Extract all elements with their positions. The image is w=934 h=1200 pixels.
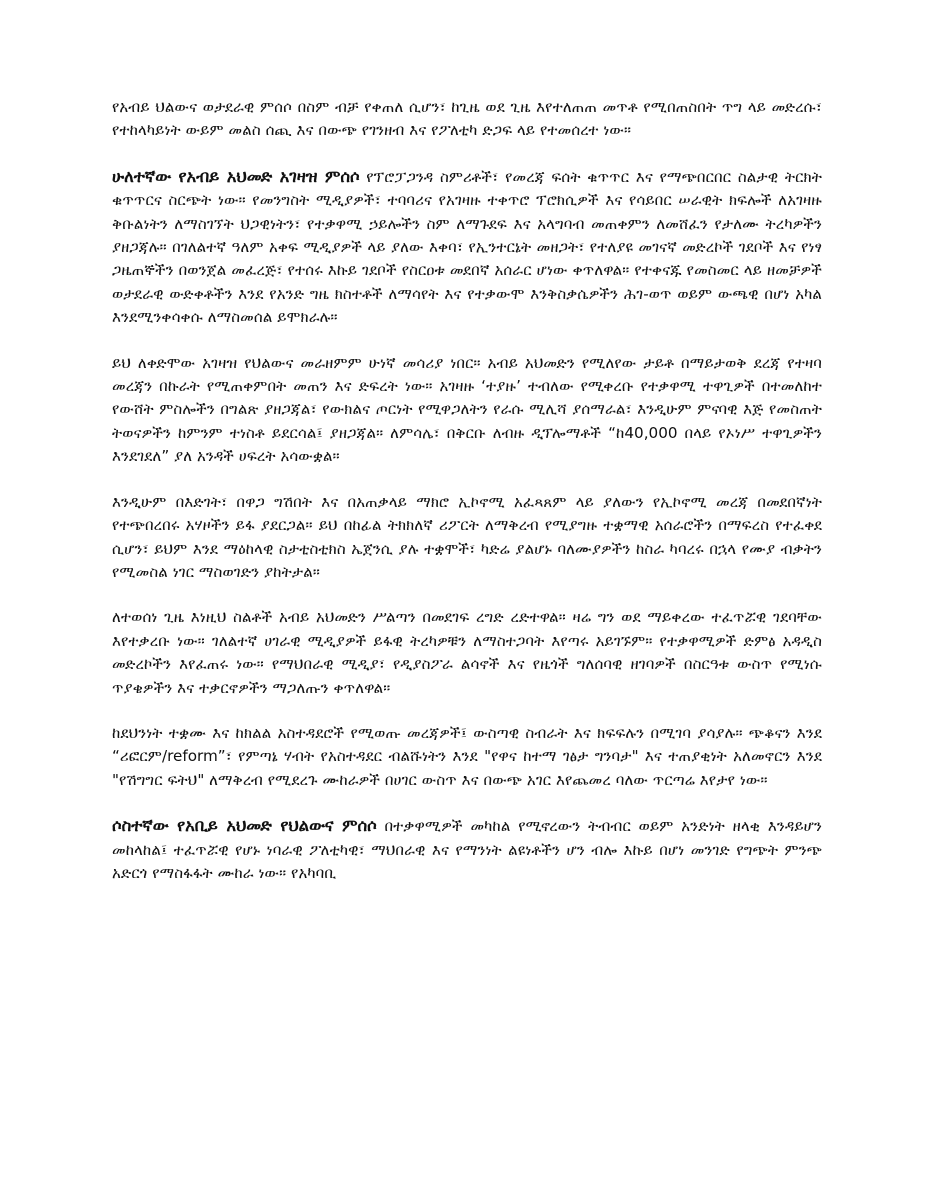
paragraph-7 [112, 814, 822, 885]
paragraph-2-text: የፕሮፓጋንዳ ስምሪቶች፣ የመረጃ ፍሰት ቁጥጥር እና የማጭበርበር ስልታዊ ትርክት ቁጥጥርና ስርጭት ነው። የመንግስት ሚዲያዎች፣ ተባባሪና የአገዛዙ ተቀጥሮ ፕሮክሲዎች እና የሳይበር ሠራዊት ክፍሎች ለአገዛዙ ቅቡልነትን ለማስገኘት ህጋዊነትን፣ የተቃዋሚ ኃይሎችን ስም ለማጉደፍ እና አላግባብ መጠቀምን ለመሸፈን የታለሙ ትረካዎችን ያዘጋጃሉ። በገለልተኛ ዓለም አቀፍ ሚዲያዎች ላይ ያለው እቀባ፣ የኢንተርኔት መዘጋት፣ የተለያዩ መገናኛ መድረኮች ገደቦች እና የነፃ ጋዜጠኞችን በወንጀል መፈረጅ፣ የተሰሩ እኩይ ገደቦች የስርዐቱ መደበኛ አሰራር ሆነው ቀጥለዋል። የተቀናጁ የመስመር ላይ ዘመቻዎች ወታደራዊ ውድቀቶችን እንደ የአንድ ግዜ ክስተቶች ለማሳየት እና የተቃውሞ እንቅስቃሴዎችን ሕገ-ወጥ ወይም ውጫዊ በሆነ አካል እንደሚንቀሳቀሱ ለማስመሰል ይሞክራሉ። [112, 167, 822, 327]
paragraph-4-text: እንዲሁም በእድገት፣ በዋጋ ግሽበት እና በአጠቃላይ ማክሮ ኢኮኖሚ አፈጻጸም ላይ ያለውን የኢኮኖሚ መረጃ በመደበኛነት የተጭበረበሩ አሃዞችን ይፋ ያደርጋል። ይህ በከፊል ትክክለኛ ሪፖርት ለማቅረብ የሚያግዙ ተቋማዊ አሰራሮችን በማፍረስ የተፈቀደ ሲሆን፣ ይህም እንደ ማዕከላዊ ስታቲስቲክስ ኤጀንሲ ያሉ ተቋሞች፣ ካድሬ ያልሆኑ ባለሙያዎችን ከስራ ካባረሩ በኋላ የሙያ ብቃትን የሚመስል ነገር ማስወገድን ያከትታል። [112, 492, 822, 581]
paragraph-5-text: ለተወሰነ ጊዜ እነዚህ ስልቶች አብይ አህመድን ሥልጣን በመደገፍ ረግድ ረድተዋል። ዛሬ ግን ወደ ማይቀረው ተፈጥሯዊ ገደባቸው እየተቃረቡ ነው። ገለልተኛ ሀገራዊ ሚዲያዎች ይፋዊ ትረካዎቹን ለማስተጋባት እየጣሩ አይገኙም። የተቃዋሚዎች ድምፅ አዳዲስ መድረኮችን እየፈጠሩ ነው። የማህበራዊ ሚዲያ፣ የዲያስፖራ ልሳኖች እና የዜጎች ግለሰባዊ ዘገባዎች በስርዓቱ ውስጥ የሚነሱ ጥያቄዎችን እና ተቃርኖዎችን ማጋለጡን ቀጥለዋል። [112, 608, 822, 697]
paragraph-7-heading: ሶስተኛው የአቢይ አህመድ የህልውና ምሰሶ [112, 816, 377, 836]
paragraph-7-text: በተቃዋሚዎች መካከል የሚኖረውን ትብብር ወይም አንድነት ዘላቂ እንዳይሆን መከላከል፤ ተፈጥሯዊ የሆኑ ነባራዊ ፖለቲካዊ፣ ማህበራዊ እና የማንነት ልዩነቶችን ሆን ብሎ እኩይ በሆነ መንገድ የግጭት ምንጭ አድርጎ የማስፋፋት ሙከራ ነው። የአካባቢ [112, 817, 822, 882]
paragraph-1-text: የአብይ ህልውና ወታደራዊ ምሰሶ በስም ብቻ የቀጠለ ሲሆን፣ ከጊዜ ወደ ጊዜ እየተለጠጠ መጥቶ የሚበጠስበት ጥግ ላይ መድረሱ፣ የተከላካይነት ውይም መልስ ሰጪ እና በውጭ የገንዘብ እና የፖለቲካ ድጋፍ ላይ የተመሰረተ ነው። [112, 98, 822, 140]
paragraph-6 [112, 722, 822, 792]
paragraph-2-heading: ሁለተኛው የአብይ አህመድ አገዛዝ ምሰሶ [112, 166, 360, 186]
paragraph-3-text: ይህ ለቀድሞው አገዛዝ የህልውና መራዘምም ሁነኛ መሳሪያ ነበር። አብይ አህመድን የሚለየው ታይቶ በማይታወቅ ደረጃ የተዛባ መረጃን በኩራት የሚጠቀምበት መጠን እና ድፍረት ነው። አገዛዙ ‘ተያዙ’ ተብለው የሚቀረቡ የተቃዋሚ ተዋጊዎች በተመለከተ የውሸት ምስሎችን በግልጽ ያዘጋጃል፣ የውክልና ጦርነት የሚዋጋለትን የራሱ ሚሊሻ ያሰማራል፣ እንዲሁም ምናባዊ እጅ የመስጠት ትወናዎችን ከምንም ተነስቶ ይደርሳል፤ ያዘጋጃል። ለምሳሌ፣ በቅርቡ ለብዙ ዲፕሎማቶች “ከ40,000 በላይ የኦነሥ ተዋጊዎችን እንደገደለ” ያለ አንዳች ሀፍረት አሳውቋል። [112, 353, 822, 466]
paragraph-1 [112, 96, 822, 143]
paragraph-3 [112, 352, 822, 469]
paragraph-2 [112, 165, 822, 330]
document-body [112, 96, 822, 907]
paragraph-6-text: ከደህንነት ተቋሙ እና ከክልል አስተዳደሮች የሚወጡ መረጃዎች፤ ውስጣዊ ስብራት እና ክፍፍሉን በሚገባ ያሳያሉ። ጭቆናን እንደ “ሪፎርም/reform”፣ የምጣኔ ሃብት የአስተዳደር ብልሹነትን እንደ "የዋና ከተማ ገፅታ ግንባታ" እና ተጠያቂነት አለመኖርን እንደ "የሽግግር ፍትህ" ለማቅረብ የሚደረጉ ሙከራዎች በሀገር ውስጥ እና በውጭ አገር እየጨመረ ባለው ጥርጣሬ እየታየ ነው። [112, 723, 822, 789]
paragraph-4 [112, 491, 822, 585]
paragraph-5 [112, 606, 822, 700]
